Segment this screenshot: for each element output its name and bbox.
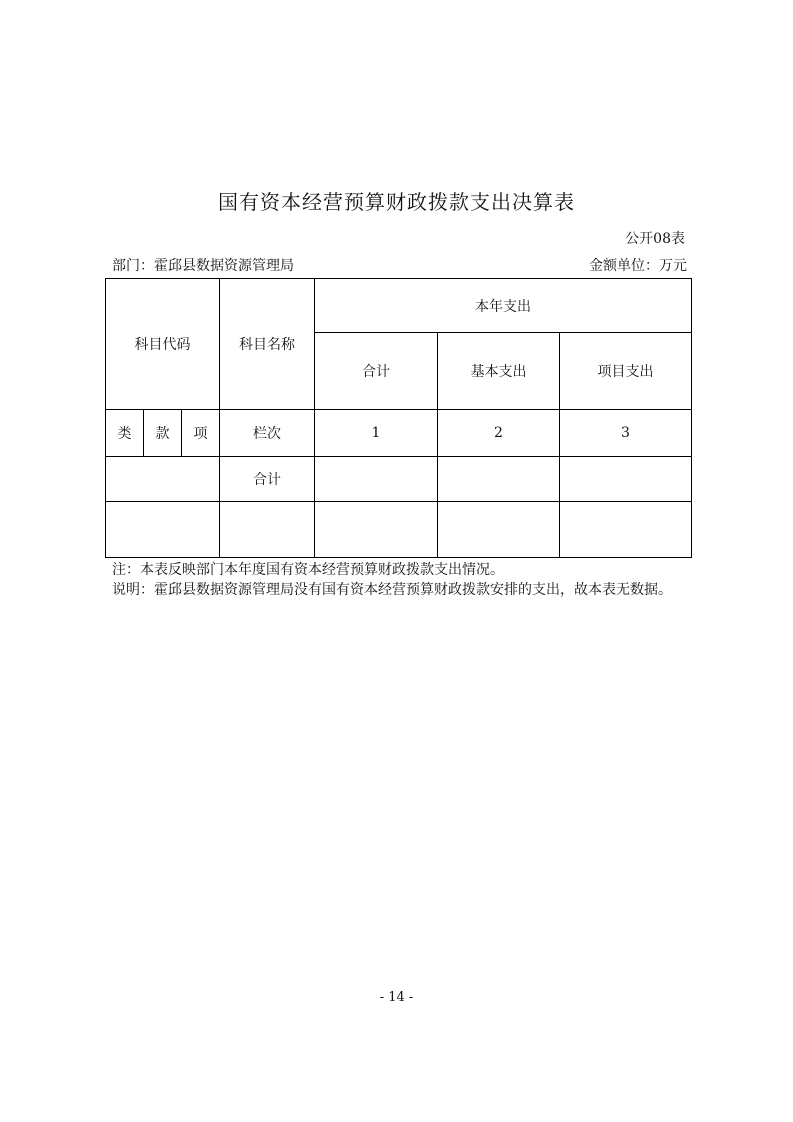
total-value-1 xyxy=(315,457,438,502)
page-title: 国有资本经营预算财政拨款支出决算表 xyxy=(218,190,575,214)
header-row-1 xyxy=(106,279,692,333)
col-label: 栏次 xyxy=(220,410,315,457)
note-line: 注：本表反映部门本年度国有资本经营预算财政拨款支出情况。 xyxy=(112,562,504,578)
col-kuan: 款 xyxy=(144,410,182,457)
empty-value-3 xyxy=(560,502,692,558)
col-lei: 类 xyxy=(106,410,144,457)
empty-code-cell xyxy=(106,502,220,558)
header-project: 项目支出 xyxy=(560,333,692,410)
empty-value-2 xyxy=(438,502,560,558)
department-label: 部门：霍邱县数据资源管理局 xyxy=(112,258,294,274)
total-value-3 xyxy=(560,457,692,502)
col-index-1: 1 xyxy=(315,410,438,457)
header-basic: 基本支出 xyxy=(438,333,560,410)
total-code-cell xyxy=(106,457,220,502)
col-index-2: 2 xyxy=(438,410,560,457)
form-number: 公开08表 xyxy=(625,231,685,247)
amount-unit-label: 金额单位：万元 xyxy=(589,258,687,274)
empty-name-cell xyxy=(220,502,315,558)
empty-data-row xyxy=(106,502,692,558)
notes-block xyxy=(112,560,672,600)
header-subject-name: 科目名称 xyxy=(220,279,315,410)
empty-value-1 xyxy=(315,502,438,558)
header-current-year: 本年支出 xyxy=(315,279,692,333)
total-row xyxy=(106,457,692,502)
expenditure-table xyxy=(105,278,692,558)
page-number: - 14 - xyxy=(379,990,414,1005)
total-value-2 xyxy=(438,457,560,502)
index-row xyxy=(106,410,692,457)
total-label: 合计 xyxy=(220,457,315,502)
col-index-3: 3 xyxy=(560,410,692,457)
header-total: 合计 xyxy=(315,333,438,410)
explanation-line: 说明：霍邱县数据资源管理局没有国有资本经营预算财政拨款安排的支出，故本表无数据。 xyxy=(112,582,672,598)
col-xiang: 项 xyxy=(182,410,220,457)
header-subject-code: 科目代码 xyxy=(106,279,220,410)
